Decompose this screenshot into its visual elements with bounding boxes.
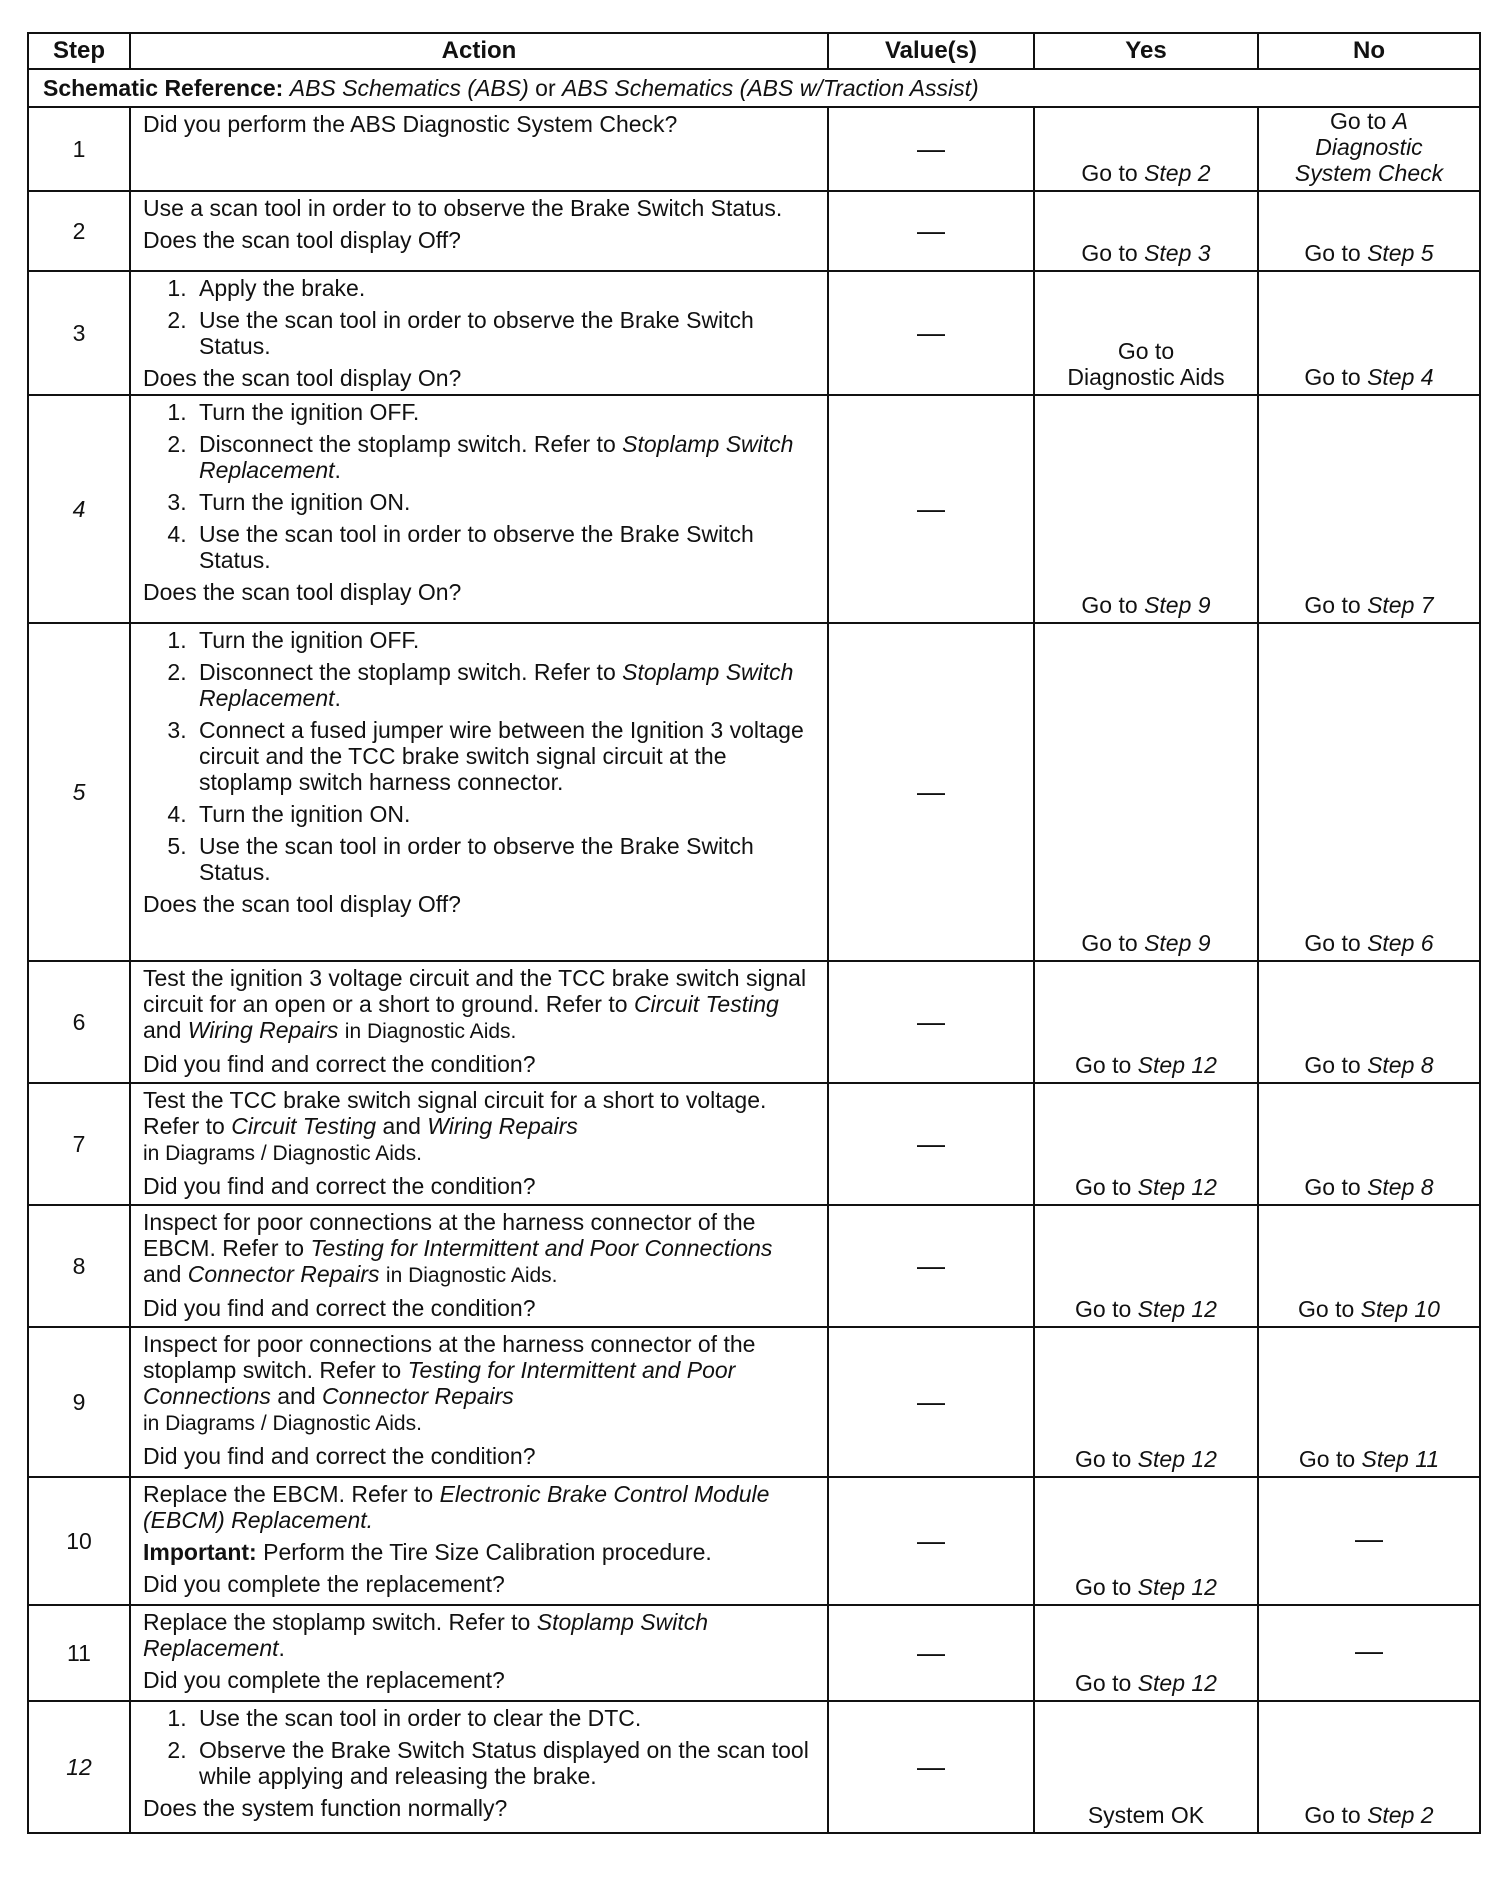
and-text: and	[143, 1017, 182, 1043]
table-row	[28, 191, 1480, 271]
no-ref-line3: System Check	[1294, 160, 1444, 186]
step-substeps	[143, 627, 817, 885]
step-number: 10	[28, 1477, 130, 1605]
header-step: Step	[28, 33, 130, 69]
ref-link: Stoplamp Switch Replacement	[199, 431, 794, 483]
step-action	[130, 107, 828, 191]
step-question: Does the scan tool display Off?	[143, 227, 461, 253]
step-number: 12	[28, 1701, 130, 1833]
step-action	[130, 1605, 828, 1701]
step-value: —	[828, 395, 1034, 623]
goto-text: Go to	[1304, 364, 1361, 390]
step-text: Use a scan tool in order to to observe the Brake Switch Status.	[143, 195, 783, 221]
step-text	[143, 1209, 817, 1289]
table-row	[28, 1605, 1480, 1701]
step-text-body: Replace the EBCM. Refer to	[143, 1481, 434, 1507]
ref-link: Testing for Intermittent and Poor Connections	[143, 1357, 736, 1409]
yes-step-link: Step 12	[1137, 1446, 1217, 1472]
step-no	[1258, 623, 1480, 961]
goto-text: Go to	[1075, 1052, 1132, 1078]
ref-link: Circuit Testing	[633, 991, 779, 1017]
step-yes	[1034, 191, 1258, 271]
step-no	[1258, 1083, 1480, 1205]
table-row	[28, 1327, 1480, 1477]
step-text	[143, 1087, 817, 1167]
substep: 1. Apply the brake.	[193, 275, 817, 301]
goto-text: Go to	[1075, 1296, 1132, 1322]
goto-text: Go to	[1075, 1174, 1132, 1200]
table-row	[28, 1477, 1480, 1605]
yes-step-link: Step 12	[1137, 1296, 1217, 1322]
step-yes	[1034, 623, 1258, 961]
goto-text: Go to	[1304, 1052, 1361, 1078]
step-value: —	[828, 1327, 1034, 1477]
yes-line2: Diagnostic Aids	[1067, 364, 1225, 390]
table-row	[28, 1205, 1480, 1327]
step-value: —	[828, 1205, 1034, 1327]
step-text-body: Inspect for poor connections at the harness connector of the EBCM. Refer to	[143, 1209, 756, 1261]
goto-text: Go to	[1081, 240, 1138, 266]
step-question: Did you complete the replacement?	[143, 1571, 505, 1597]
step-action	[130, 395, 828, 623]
goto-text: Go to	[1304, 240, 1361, 266]
step-text-body: Test the ignition 3 voltage circuit and the TCC brake switch signal circuit for an open or a short to ground. Refer to	[143, 965, 807, 1017]
step-question: Did you find and correct the condition?	[143, 1443, 536, 1469]
tail-text: in Diagrams / Diagnostic Aids.	[143, 1142, 422, 1165]
yes-step-link: Step 12	[1137, 1574, 1217, 1600]
goto-text: Go to	[1075, 1670, 1132, 1696]
step-text	[143, 1331, 817, 1437]
step-yes: System OK	[1034, 1701, 1258, 1833]
step-value: —	[828, 1701, 1034, 1833]
step-action	[130, 1205, 828, 1327]
substep: 1. Turn the ignition OFF.	[193, 627, 817, 653]
step-no	[1258, 395, 1480, 623]
step-question: Did you find and correct the condition?	[143, 1295, 536, 1321]
goto-text: Go to	[1304, 592, 1361, 618]
ref-link: Stoplamp Switch Replacement	[143, 1609, 709, 1661]
step-value: —	[828, 1477, 1034, 1605]
substep: 2. Observe the Brake Switch Status displayed on the scan tool while applying and releasing the brake.	[193, 1737, 817, 1789]
step-text	[143, 1481, 817, 1533]
step-text-body: Replace the stoplamp switch. Refer to	[143, 1609, 531, 1635]
header-values: Value(s)	[828, 33, 1034, 69]
step-no: —	[1258, 1605, 1480, 1701]
yes-step-link: Step 12	[1137, 1670, 1217, 1696]
no-ref-line2: Diagnostic	[1315, 134, 1423, 160]
step-no	[1258, 961, 1480, 1083]
step-question: Does the scan tool display On?	[143, 579, 462, 605]
no-step-link: Step 8	[1367, 1174, 1434, 1200]
no-ref-a: A	[1392, 108, 1408, 134]
no-step-link: Step 7	[1367, 592, 1434, 618]
step-no	[1258, 271, 1480, 395]
step-number: 5	[28, 623, 130, 961]
step-substeps	[143, 275, 817, 359]
yes-step-link: Step 9	[1144, 592, 1211, 618]
step-substeps	[143, 1705, 817, 1789]
substep-text: Disconnect the stoplamp switch. Refer to	[199, 431, 616, 457]
no-step-link: Step 11	[1361, 1446, 1440, 1472]
tail-text: in Diagrams / Diagnostic Aids.	[143, 1412, 422, 1435]
step-action	[130, 961, 828, 1083]
goto-text: Go to	[1298, 1446, 1356, 1472]
step-value: —	[828, 191, 1034, 271]
and-text: and	[382, 1113, 421, 1139]
step-action	[130, 1327, 828, 1477]
substep: 3. Turn the ignition ON.	[193, 489, 817, 515]
tail-text: in Diagnostic Aids.	[385, 1264, 558, 1287]
step-number: 3	[28, 271, 130, 395]
header-action: Action	[130, 33, 828, 69]
goto-text: Go to	[1075, 1446, 1132, 1472]
yes-step-link: Step 12	[1137, 1174, 1217, 1200]
step-question: Did you perform the ABS Diagnostic System Check?	[143, 111, 678, 137]
no-step-link: Step 4	[1367, 364, 1434, 390]
ref-link: Circuit Testing	[231, 1113, 377, 1139]
step-yes	[1034, 1083, 1258, 1205]
step-question: Did you complete the replacement?	[143, 1667, 505, 1693]
table-row	[28, 395, 1480, 623]
yes-step-link: Step 12	[1137, 1052, 1217, 1078]
substep: 4. Turn the ignition ON.	[193, 801, 817, 827]
ref-link: Wiring Repairs	[187, 1017, 339, 1043]
step-action	[130, 623, 828, 961]
step-value: —	[828, 1083, 1034, 1205]
goto-text: Go to	[1075, 1574, 1132, 1600]
ref-link: Connector Repairs	[187, 1261, 380, 1287]
no-step-link: Step 2	[1367, 1802, 1434, 1828]
table-row	[28, 1083, 1480, 1205]
step-action	[130, 1477, 828, 1605]
step-text-body: Inspect for poor connections at the harness connector of the stoplamp switch. Refer to	[143, 1331, 756, 1383]
ref-link: Testing for Intermittent and Poor Connections	[310, 1235, 773, 1261]
ref-link: Connector Repairs	[322, 1383, 514, 1409]
step-text: Replace the stoplamp switch. Refer to Stoplamp Switch Replacement.	[143, 1609, 709, 1661]
and-text: and	[143, 1261, 182, 1287]
yes-line1: Go to	[1117, 338, 1175, 364]
step-number: 2	[28, 191, 130, 271]
substep: 1. Turn the ignition OFF.	[193, 399, 817, 425]
schematic-reference-row	[28, 69, 1480, 107]
goto-text: Go to	[1304, 930, 1361, 956]
diagnostic-table	[27, 32, 1481, 1834]
step-question: Does the scan tool display Off?	[143, 891, 461, 917]
diagnostic-table-document	[27, 32, 1479, 1834]
step-value: —	[828, 961, 1034, 1083]
substep: 2. Use the scan tool in order to observe the Brake Switch Status.	[193, 307, 817, 359]
step-no	[1258, 1327, 1480, 1477]
goto-text: Go to	[1304, 1802, 1361, 1828]
no-step-link: Step 6	[1367, 930, 1434, 956]
goto-text: Go to	[1081, 160, 1138, 186]
substep: 4. Use the scan tool in order to observe the Brake Switch Status.	[193, 521, 817, 573]
step-question: Did you find and correct the condition?	[143, 1173, 536, 1199]
ref-link: Wiring Repairs	[427, 1113, 578, 1139]
no-step-link: Step 10	[1360, 1296, 1440, 1322]
step-yes	[1034, 1205, 1258, 1327]
schematic-ref-traction: ABS Schematics (ABS w/Traction Assist)	[562, 74, 979, 101]
step-action	[130, 271, 828, 395]
step-number: 8	[28, 1205, 130, 1327]
schematic-ref-abs: ABS Schematics (ABS)	[289, 74, 529, 101]
table-row	[28, 107, 1480, 191]
goto-text: Go to	[1298, 1296, 1355, 1322]
ref-link: Stoplamp Switch Replacement	[199, 659, 794, 711]
step-no	[1258, 107, 1480, 191]
table-row	[28, 271, 1480, 395]
step-number: 1	[28, 107, 130, 191]
goto-text: Go to	[1081, 930, 1138, 956]
step-yes	[1034, 1327, 1258, 1477]
step-number: 4	[28, 395, 130, 623]
goto-text: Go to	[1081, 592, 1138, 618]
goto-text: Go to	[1330, 108, 1387, 134]
step-number: 7	[28, 1083, 130, 1205]
step-number: 9	[28, 1327, 130, 1477]
yes-step-link: Step 2	[1144, 160, 1211, 186]
step-no	[1258, 191, 1480, 271]
step-yes	[1034, 271, 1258, 395]
schematic-reference	[28, 69, 1480, 107]
substep: 2. Disconnect the stoplamp switch. Refer to Stoplamp Switch Replacement.	[193, 659, 817, 711]
step-yes	[1034, 961, 1258, 1083]
step-action	[130, 1083, 828, 1205]
step-value: —	[828, 623, 1034, 961]
substep: 1. Use the scan tool in order to clear the DTC.	[193, 1705, 817, 1731]
step-question: Does the system function normally?	[143, 1795, 508, 1821]
step-value: —	[828, 271, 1034, 395]
table-row	[28, 961, 1480, 1083]
header-row	[28, 33, 1480, 69]
step-text-body: Test the TCC brake switch signal circuit for a short to voltage. Refer to	[143, 1087, 767, 1139]
goto-text: Go to	[1304, 1174, 1361, 1200]
important-note	[143, 1539, 817, 1565]
step-no	[1258, 1205, 1480, 1327]
table-row	[28, 1701, 1480, 1833]
important-text: Perform the Tire Size Calibration procedure.	[263, 1539, 712, 1565]
yes-step-link: Step 3	[1144, 240, 1211, 266]
step-number: 6	[28, 961, 130, 1083]
step-substeps	[143, 399, 817, 573]
header-no: No	[1258, 33, 1480, 69]
no-step-link: Step 5	[1367, 240, 1434, 266]
step-value: —	[828, 107, 1034, 191]
step-action	[130, 191, 828, 271]
step-number: 11	[28, 1605, 130, 1701]
step-yes	[1034, 1605, 1258, 1701]
step-yes	[1034, 395, 1258, 623]
step-question: Does the scan tool display On?	[143, 365, 462, 391]
step-yes	[1034, 107, 1258, 191]
ref-link: Electronic Brake Control Module (EBCM) Replacement.	[143, 1481, 770, 1533]
header-yes: Yes	[1034, 33, 1258, 69]
substep: 3. Connect a fused jumper wire between the Ignition 3 voltage circuit and the TCC brake switch signal circuit at the stoplamp switch harness connector.	[193, 717, 817, 795]
substep-text: Disconnect the stoplamp switch. Refer to	[199, 659, 616, 685]
step-question: Did you find and correct the condition?	[143, 1051, 536, 1077]
step-yes	[1034, 1477, 1258, 1605]
and-text: and	[277, 1383, 316, 1409]
step-no	[1258, 1701, 1480, 1833]
schematic-label: Schematic Reference:	[43, 74, 284, 101]
step-text	[143, 965, 817, 1045]
yes-step-link: Step 9	[1144, 930, 1211, 956]
step-no: —	[1258, 1477, 1480, 1605]
substep: 2. Disconnect the stoplamp switch. Refer to Stoplamp Switch Replacement.	[193, 431, 817, 483]
step-action	[130, 1701, 828, 1833]
step-value: —	[828, 1605, 1034, 1701]
tail-text: in Diagnostic Aids.	[344, 1020, 517, 1043]
no-step-link: Step 8	[1367, 1052, 1434, 1078]
important-label: Important:	[143, 1539, 257, 1565]
substep: 5. Use the scan tool in order to observe the Brake Switch Status.	[193, 833, 817, 885]
schematic-or: or	[535, 74, 556, 101]
table-row	[28, 623, 1480, 961]
